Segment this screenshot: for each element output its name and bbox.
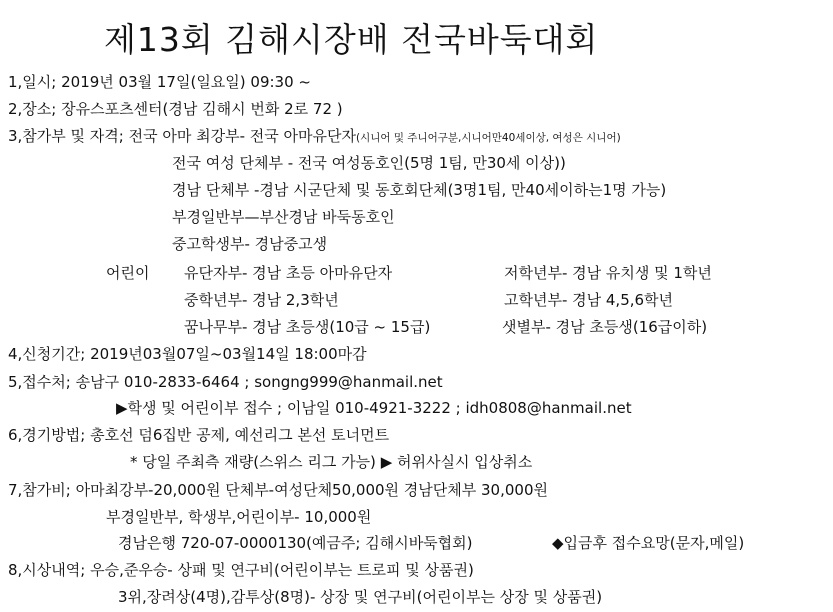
fee-line: 7,참가비; 아마최강부-20,000원 단체부-여성단체50,000원 경남단체부 30,000원 [8,481,548,499]
method-note: * 당일 주최측 재량(스위스 리그 가능) [130,453,376,471]
date-line: 1,일시; 2019년 03월 17일(일요일) 09:30 ~ [8,73,311,91]
prize-line-2: 3위,장려상(4명),감투상(8명)- 상장 및 연구비(어린이부는 상장 및 상품권) [118,588,603,606]
kids-dream-line: 꿈나무부- 경남 초등생(10급 ~ 15급) [184,318,431,336]
kids-mid-line: 중학년부- 경남 2,3학년 [184,291,339,309]
divisions-head: 3,참가부 및 자격; 전국 아마 최강부- 전국 아마유단자 [8,127,356,145]
busan-general-line: 부경일반부—부산경남 바둑동호인 [172,208,395,226]
apply-to-line: 5,접수처; 송남구 010-2833-6464 ; songng999@hanmail.net [8,373,443,391]
school-line: 중고학생부- 경남중고생 [172,235,328,253]
fee-bank-line: 경남은행 720-07-0000130(예금주; 김해시바둑협회) [118,534,473,552]
fee-line-2: 부경일반부, 학생부,어린이부- 10,000원 [106,508,372,526]
divisions-line [8,126,621,148]
kids-label: 어린이 [106,264,150,282]
gyeongnam-team-line: 경남 단체부 -경남 시군단체 및 동호회단체(3명1팀, 만40세이하는1명 가능) [172,181,667,199]
fee-notice-line [552,533,744,553]
divisions-note: (시니어 및 주니어구분,시니어만40세이상, 여성은 시니어) [355,132,621,144]
method-note-line [130,452,532,472]
fee-notice: 입금후 접수요망(문자,메일) [563,534,745,552]
apply-kids-text: 학생 및 어린이부 접수 ; 이남일 010-4921-3222 ; idh0808@hanmail.net [127,399,632,417]
apply-kids-line [116,398,632,418]
right-triangle-icon: ▶ [380,453,393,471]
apply-period-line: 4,신청기간; 2019년03월07일~03월14일 18:00마감 [8,345,367,363]
method-note2: 허위사실시 입상취소 [397,453,533,471]
kids-low-line: 저학년부- 경남 유치생 및 1학년 [504,264,712,282]
kids-dan-line: 유단자부- 경남 초등 아마유단자 [184,264,393,282]
method-line: 6,경기방법; 총호선 덤6집반 공제, 예선리그 본선 토너먼트 [8,426,390,444]
right-triangle-icon: ▶ [116,399,128,417]
page-title: 제13회 김해시장배 전국바둑대회 [104,20,599,59]
place-line: 2,장소; 장유스포츠센터(경남 김해시 번화 2로 72 ) [8,100,343,118]
kids-star-line: 샛별부- 경남 초등생(16급이하) [502,318,708,336]
women-team-line: 전국 여성 단체부 - 전국 여성동호인(5명 1팀, 만30세 이상)) [172,154,566,172]
diamond-icon: ◆ [552,534,564,552]
prize-line: 8,시상내역; 우승,준우승- 상패 및 연구비(어린이부는 트로피 및 상품권) [8,561,474,579]
kids-high-line: 고학년부- 경남 4,5,6학년 [504,291,674,309]
